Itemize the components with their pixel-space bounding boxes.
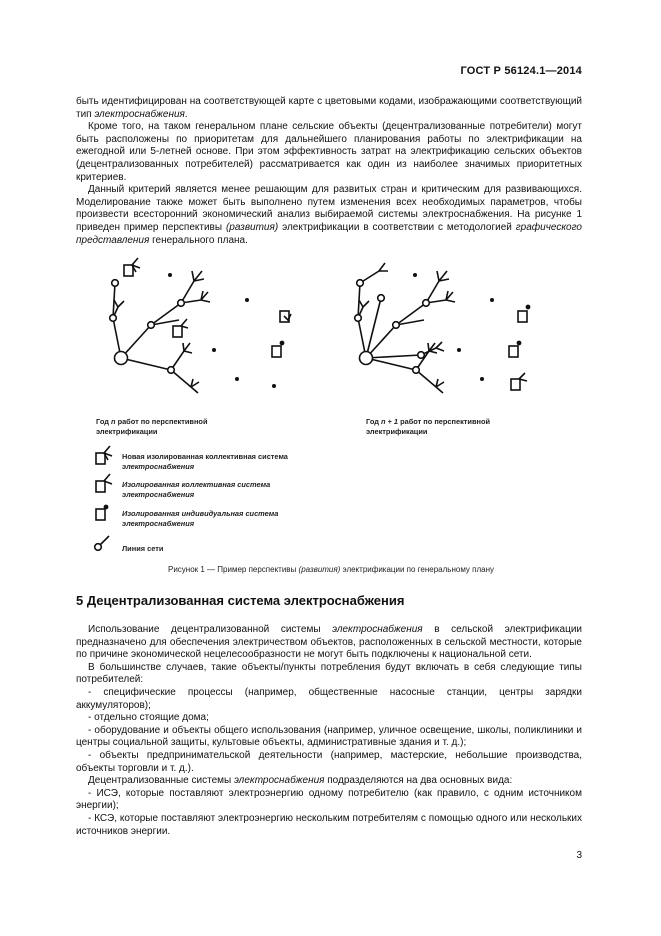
legend-icons [95,446,112,550]
new-collective-system-icon [96,446,112,464]
legend-item: Новая изолированная коллективная система электроснабжения [122,452,288,471]
paragraph: В большинстве случаев, такие объекты/пункты потребления будут включать в себя следующие типы потребителей: [76,661,582,686]
legend-item: Изолированная коллективная система электроснабжения [122,480,271,499]
paragraph: быть идентифицирован на соответствующей карте с цветовыми кодами, изображающими соответствующий тип электроснабжения. [76,96,582,120]
collective-system-icon [96,474,112,492]
figure-1 [76,255,586,585]
page-number: 3 [576,850,582,861]
paragraph: Кроме того, на таком генеральном плане сельские объекты (децентрализованные потребители) могут быть расположены по приоритетам для дальнейшего планирования работы по электрификации на ежегодной или 5-летней основе. При этом эффективность затрат на электрификацию сельских объектов (децентрализованных потребителей) рассматривается как один из наиболее значимых приоритетных критериев. [76,121,582,183]
paragraph: Децентрализованные системы электроснабжения подразделяются на два основных вида: [88,775,513,787]
section-text [76,624,582,838]
figure-caption: Рисунок 1 — Пример перспективы (развития) электрификации по генеральному плану [167,565,494,574]
list-item: - специфические процессы (например, общественные насосные станции, центры зарядки аккумуляторов); [76,686,582,711]
grid-line-icon [95,536,109,550]
paragraph: Данный критерий является менее решающим для развитых стран и критическим для развивающихся. Моделирование также может быть выполнено путем изменения всех необходимых параметров, чтобы произвести всесторонний экономический анализ выбираемой системы электроснабжения. На рисунке 1 приведен пример перспективы (развития) электрификации в соответствии с методологией графического представления генерального плана. [76,184,582,246]
page-header-standard: ГОСТ Р 56124.1—2014 [460,65,582,77]
section-title: 5 Децентрализованная система электроснабжения [76,593,405,608]
legend-item: Изолированная индивидуальная система электроснабжения [122,509,279,528]
list-item: - КСЭ, которые поставляют электроэнергию нескольким потребителям с помощью одного или нескольких источников энергии. [76,812,582,837]
paragraph: Использование децентрализованной системы электроснабжения в сельской электрификации предназначено для обеспечения электричеством объектов, расположенных в сельской местности, которые по причине экономической нецелесообразности не могут быть подключены к национальной сети. [76,624,582,661]
caption-year-n1: Год n + 1 работ по перспективной электрификации [366,417,491,436]
legend-item: Линия сети [122,544,164,553]
diagram-year-n1 [355,263,530,393]
list-item: - оборудование и объекты общего использования (например, уличное освещение, школы, поликлиники и центры социальной защиты, культовые объекты, административные здания и т. д.); [76,724,582,749]
list-item: - объекты предпринимательской деятельности (например, мастерские, небольшие производства, объекты торговли и т. д.). [76,749,582,774]
dots-year-n1 [413,273,494,381]
caption-year-n: Год n работ по перспективной электрификации [96,417,208,436]
diagram-year-n [110,258,291,393]
dots-year-n [168,273,276,388]
list-item: - ИСЭ, которые поставляют электроэнергию одному потребителю (как правило, с одним источником энергии); [76,787,582,812]
list-item: - отдельно стоящие дома; [88,712,209,724]
individual-system-icon [96,505,108,520]
intro-text [76,96,582,247]
